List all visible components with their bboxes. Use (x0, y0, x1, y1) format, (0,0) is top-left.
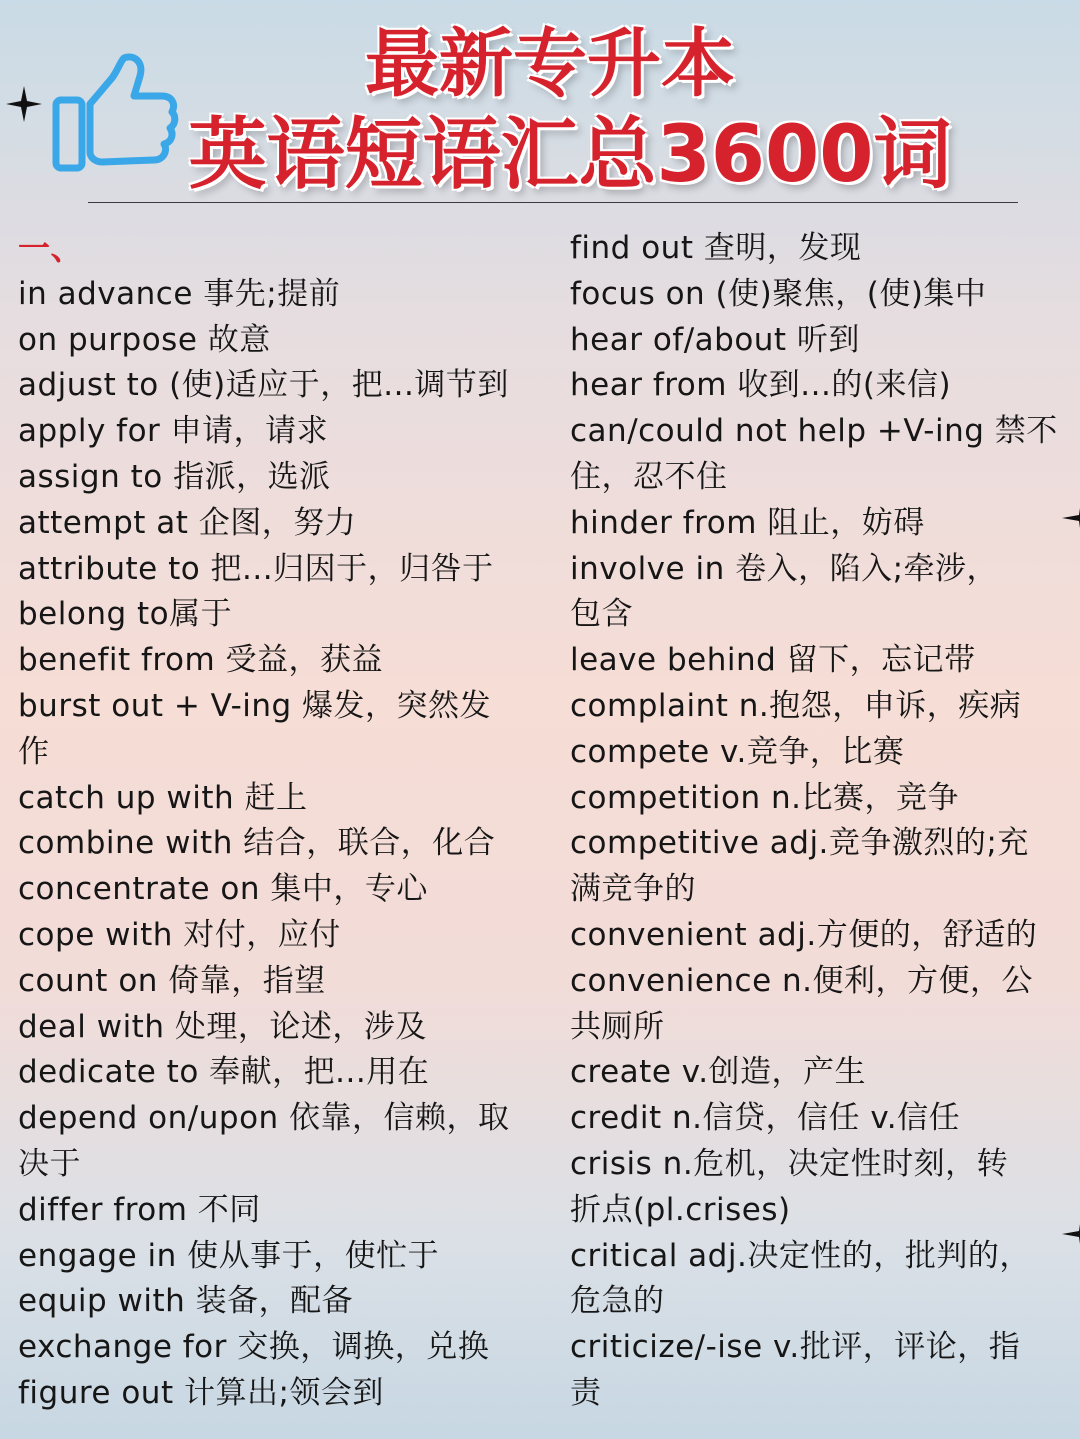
phrase-line: 折点(pl.crises) (570, 1191, 791, 1228)
phrase-line: on purpose 故意 (18, 321, 271, 358)
phrase-line: complaint n.抱怨，申诉，疾病 (570, 687, 1022, 724)
phrase-line: assign to 指派，选派 (18, 458, 331, 495)
phrase-line: 包含 (570, 596, 633, 633)
phrase-line: credit n.信贷，信任 v.信任 (570, 1100, 961, 1137)
phrase-line: equip with 装备，配备 (18, 1283, 354, 1320)
section-heading: 一、 (18, 229, 84, 267)
phrase-line: burst out + V-ing 爆发，突然发 (18, 687, 492, 724)
phrase-line: hear from 收到...的(来信) (570, 367, 952, 404)
phrase-line: create v.创造，产生 (570, 1054, 867, 1091)
phrase-line: engage in 使从事于，使忙于 (18, 1237, 440, 1274)
phrase-line: critical adj.决定性的，批判的， (570, 1237, 1031, 1274)
phrase-line: involve in 卷入，陷入;牵涉， (570, 550, 999, 587)
phrase-line: competition n.比赛，竞争 (570, 779, 959, 816)
title-line-1: 最新专升本 (365, 21, 735, 107)
phrase-line: exchange for 交换，调换，兑换 (18, 1329, 490, 1366)
phrase-line: deal with 处理，论述，涉及 (18, 1008, 427, 1045)
phrase-line: adjust to (使)适应于，把...调节到 (18, 367, 509, 404)
phrase-line: leave behind 留下，忘记带 (570, 642, 976, 679)
phrase-line: benefit from 受益，获益 (18, 642, 383, 679)
phrase-line: catch up with 赶上 (18, 779, 308, 816)
phrase-line: differ from 不同 (18, 1191, 261, 1228)
phrase-line: criticize/-ise v.批评，评论，指 (570, 1329, 1021, 1366)
header (0, 0, 1080, 205)
phrase-line: 危急的 (570, 1283, 665, 1320)
phrase-line: attribute to 把...归因于，归咎于 (18, 550, 494, 587)
phrase-line: 住，忍不住 (570, 458, 728, 495)
phrase-line: hinder from 阻止，妨碍 (570, 504, 925, 541)
phrase-line: 作 (18, 733, 50, 770)
phrase-line: 决于 (18, 1145, 81, 1182)
phrase-line: crisis n.危机，决定性时刻，转 (570, 1145, 1009, 1182)
phrase-column-left (18, 226, 563, 1417)
phrase-line: in advance 事先;提前 (18, 275, 341, 312)
phrase-line: cope with 对付，应付 (18, 916, 341, 953)
phrase-line: can/could not help +V-ing 禁不 (570, 413, 1058, 450)
phrase-line: convenience n.便利，方便，公 (570, 962, 1034, 999)
header-divider (88, 202, 1018, 203)
phrase-line: 共厕所 (570, 1008, 665, 1045)
phrase-line: belong to属于 (18, 596, 233, 633)
phrase-line: dedicate to 奉献，把...用在 (18, 1054, 430, 1091)
phrase-line: apply for 申请，请求 (18, 413, 329, 450)
phrase-line: depend on/upon 依靠，信赖，取 (18, 1100, 510, 1137)
phrase-line: compete v.竞争，比赛 (570, 733, 905, 770)
phrase-line: 责 (570, 1374, 602, 1411)
phrase-line: concentrate on 集中，专心 (18, 871, 428, 908)
phrase-line: combine with 结合，联合，化合 (18, 825, 496, 862)
phrase-line: figure out 计算出;领会到 (18, 1374, 384, 1411)
phrase-line: attempt at 企图，努力 (18, 504, 357, 541)
phrase-line: find out 查明，发现 (570, 230, 862, 266)
phrase-line: focus on (使)聚焦，(使)集中 (570, 275, 987, 312)
phrase-line: hear of/about 听到 (570, 321, 860, 358)
phrase-column-right (570, 226, 1080, 1417)
phrase-line: convenient adj.方便的，舒适的 (570, 916, 1038, 953)
title-line-2: 英语短语汇总3600词 (188, 110, 952, 200)
phrase-line: 满竞争的 (570, 871, 696, 908)
phrase-line: count on 倚靠，指望 (18, 962, 326, 999)
phrase-line: competitive adj.竞争激烈的;充 (570, 825, 1029, 862)
